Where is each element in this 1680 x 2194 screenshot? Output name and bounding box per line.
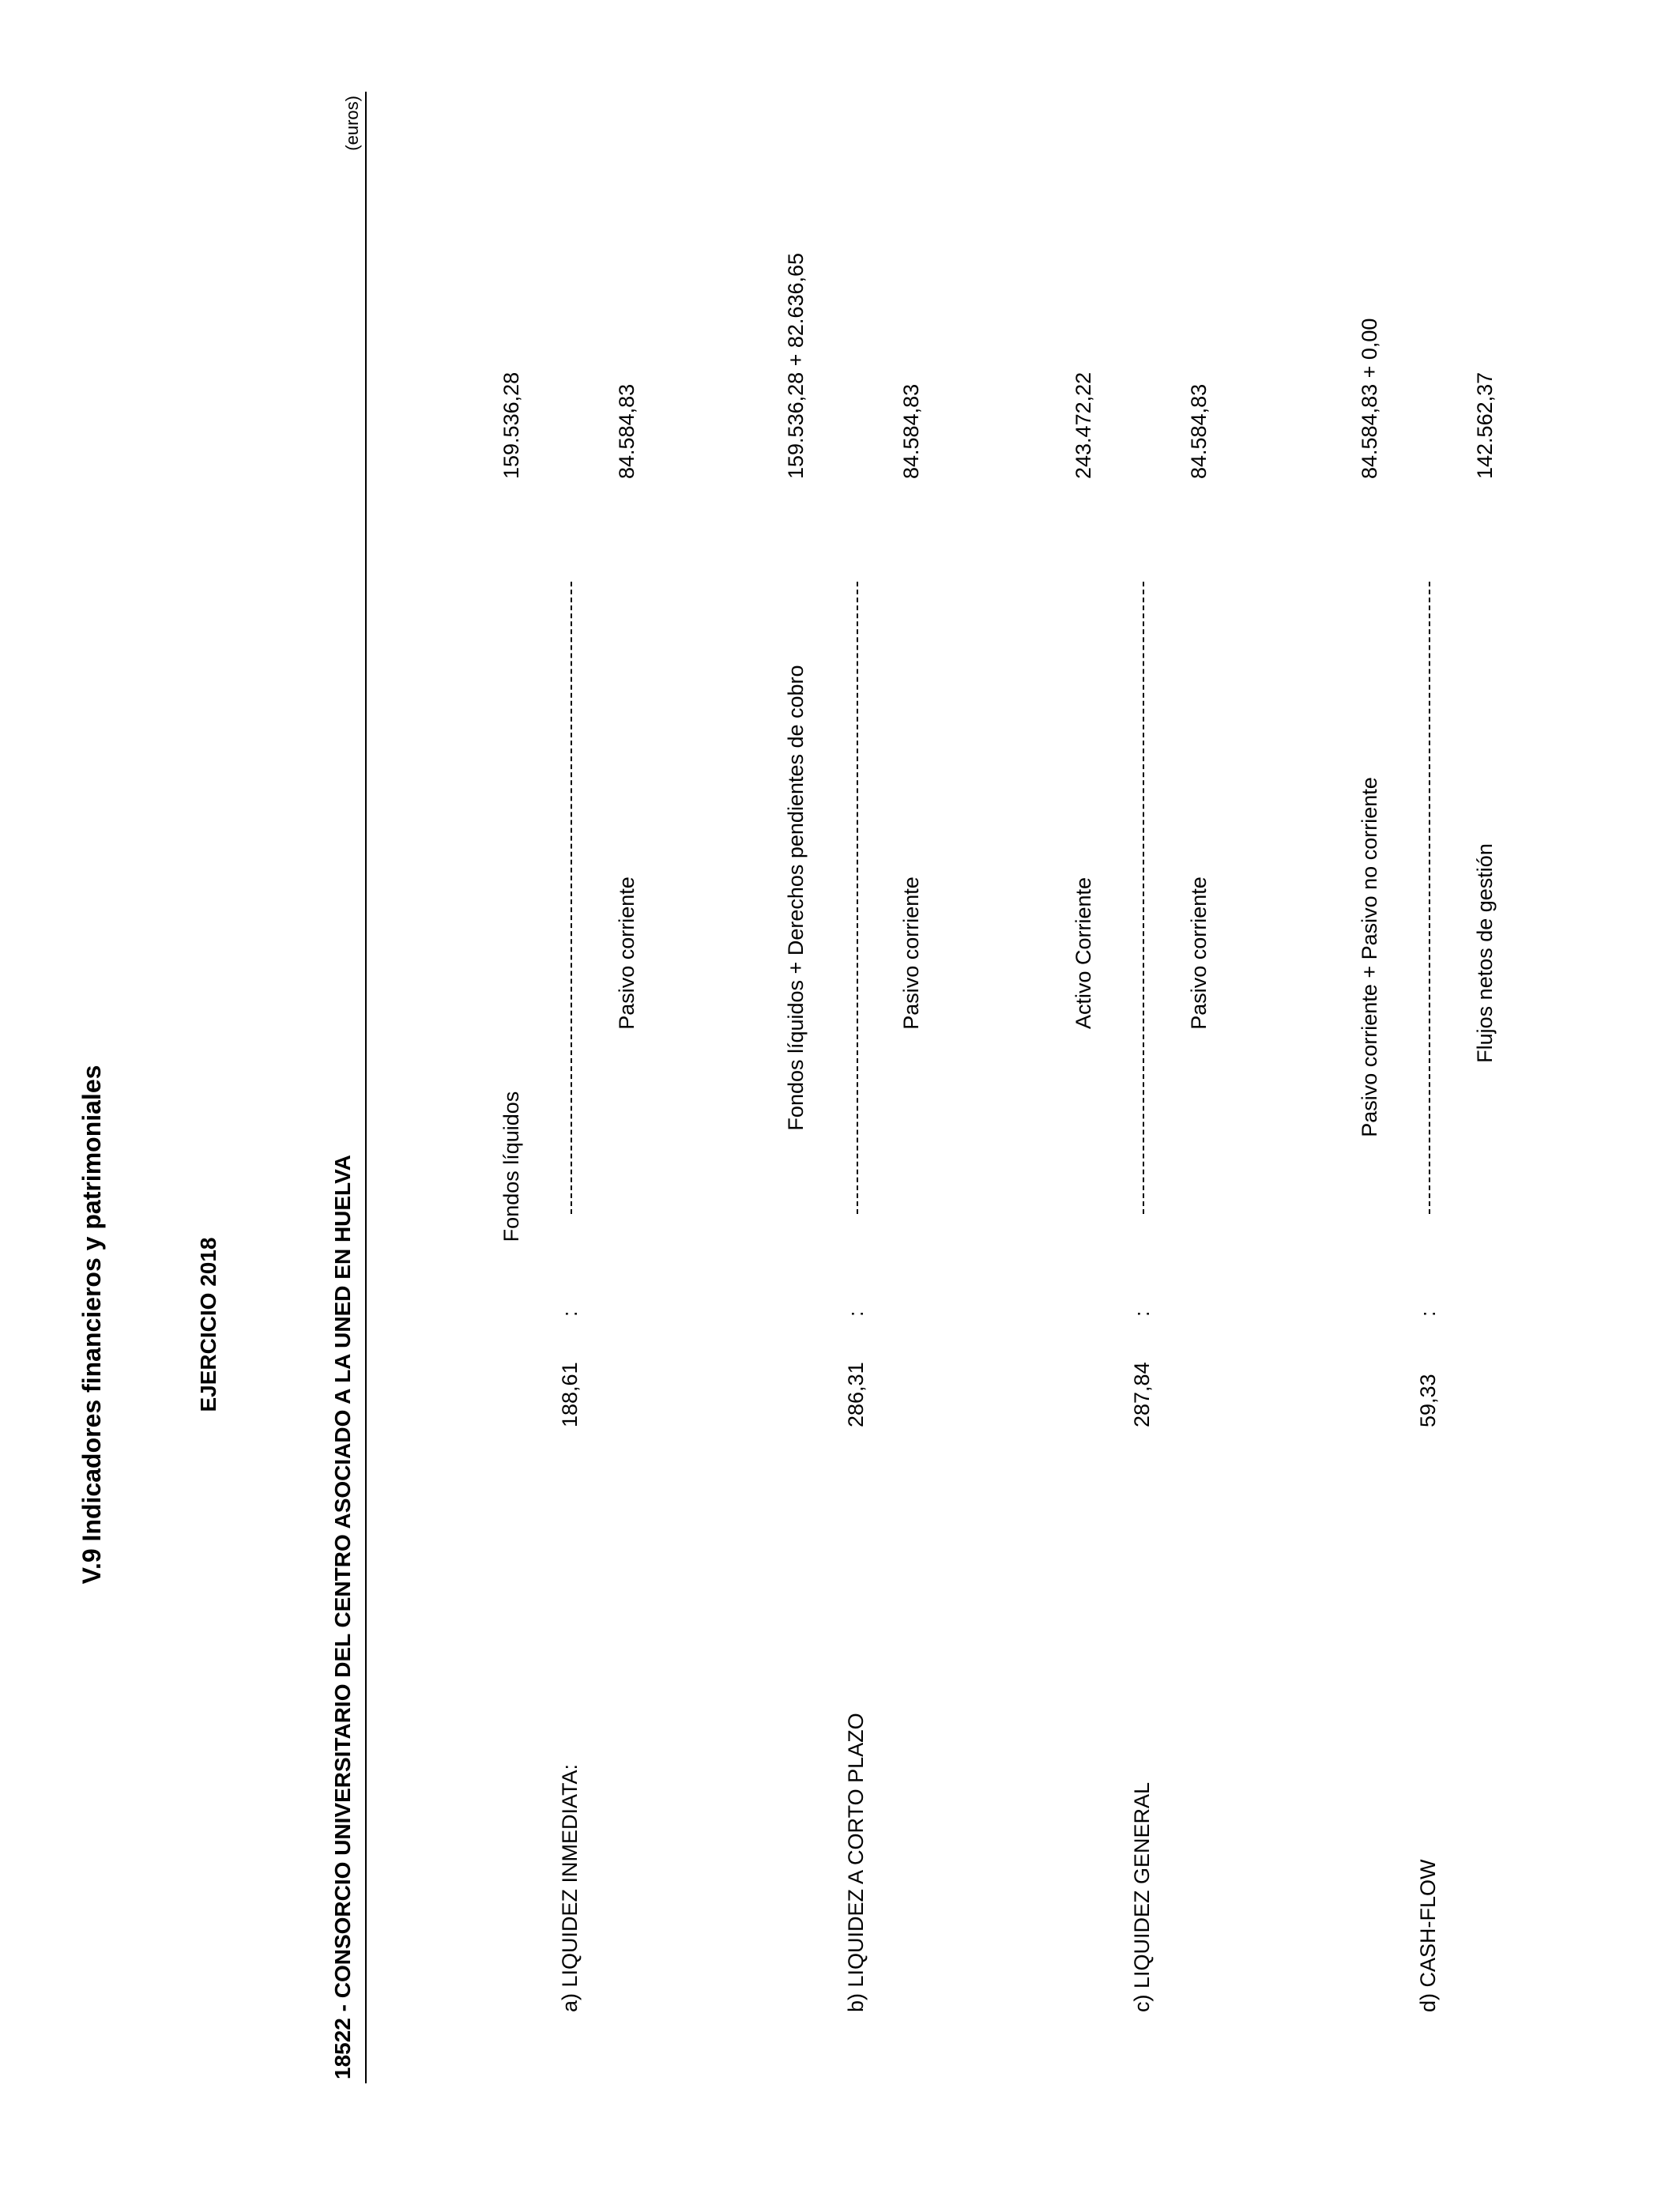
numerator-value: 243.472,22 — [1072, 371, 1095, 479]
indicator-value: 286,31 — [844, 1362, 868, 1427]
fraction-line — [1429, 582, 1430, 1214]
denominator-value: 84.584,83 — [1187, 383, 1211, 479]
denominator-label: Pasivo corriente — [899, 876, 923, 1030]
units-label: (euros) — [342, 96, 362, 151]
denominator-label: Flujos netos de gestión — [1473, 843, 1497, 1063]
denominator-value: 84.584,83 — [615, 383, 638, 479]
numerator-label: Fondos líquidos + Derechos pendientes de cobro — [784, 665, 808, 1131]
ejercicio-heading: EJERCICIO 2018 — [196, 1237, 220, 1412]
indicator-value: 188,61 — [558, 1362, 582, 1427]
indicator-label: a) LIQUIDEZ INMEDIATA: — [558, 1763, 582, 2012]
numerator-label: Activo Corriente — [1072, 876, 1095, 1030]
page-title: V.9 Indicadores financieros y patrimoniales — [77, 1065, 106, 1585]
colon: : — [558, 1310, 582, 1317]
numerator-value: 84.584,83 + 0,00 — [1358, 318, 1381, 479]
colon: : — [1130, 1310, 1154, 1317]
numerator-value: 159.536,28 + 82.636,65 — [784, 252, 808, 479]
numerator-label: Pasivo corriente + Pasivo no corriente — [1358, 777, 1381, 1137]
fraction-line — [571, 582, 572, 1214]
indicator-value: 287,84 — [1130, 1362, 1154, 1427]
indicator-label: c) LIQUIDEZ GENERAL — [1130, 1781, 1154, 2012]
indicator-label: b) LIQUIDEZ A CORTO PLAZO — [844, 1713, 868, 2012]
numerator-label: Fondos líquidos — [499, 1091, 523, 1242]
numerator-value: 159.536,28 — [499, 371, 523, 479]
indicator-value: 59,33 — [1416, 1374, 1440, 1427]
header-rule — [365, 92, 367, 2083]
organization-heading: 18522 - CONSORCIO UNIVERSITARIO DEL CENTRO ASOCIADO A LA UNED EN HUELVA — [330, 1155, 355, 2079]
colon: : — [1416, 1310, 1440, 1317]
colon: : — [844, 1310, 868, 1317]
fraction-line — [857, 582, 858, 1214]
denominator-value: 142.562,37 — [1473, 371, 1497, 479]
denominator-label: Pasivo corriente — [615, 876, 638, 1030]
denominator-label: Pasivo corriente — [1187, 876, 1211, 1030]
indicator-label: d) CASH-FLOW — [1416, 1859, 1440, 2012]
fraction-line — [1143, 582, 1144, 1214]
denominator-value: 84.584,83 — [899, 383, 923, 479]
